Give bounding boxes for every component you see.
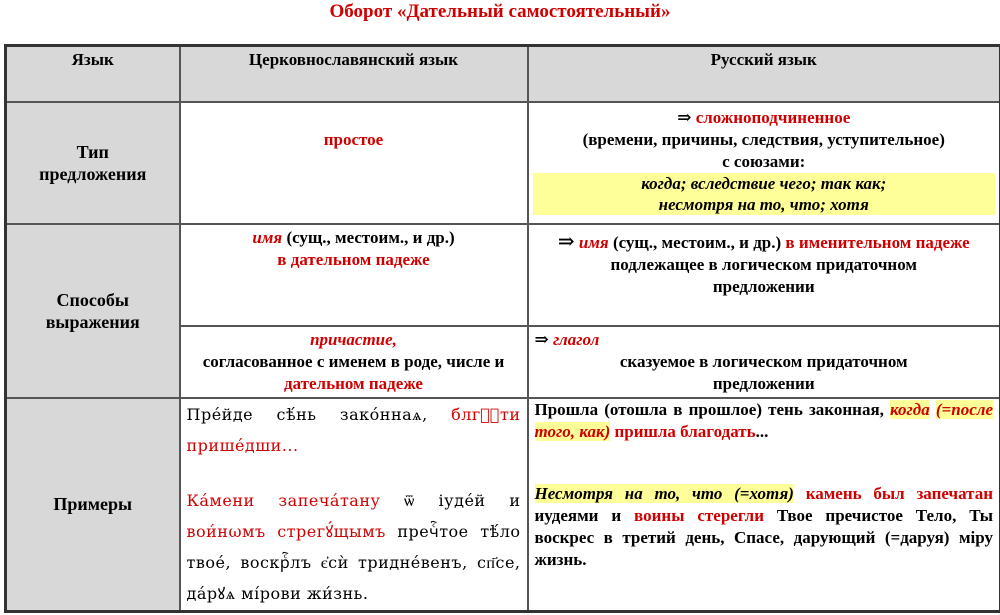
label-examples: Примеры xyxy=(6,398,180,611)
cs-examples xyxy=(180,398,528,611)
ru-sentence-type: ⇒ сложноподчиненное (времени, причины, следствия, уступительное) с союзами: когда; вследствие чего; так как; несмотря на то, что; хотя xyxy=(528,102,1000,224)
arrow-icon: ⇒ xyxy=(534,330,549,349)
cs-sentence-type: простое xyxy=(180,102,528,224)
ru-example-2: Несмотря на то, что (=хотя) камень был запечатан иудеями и воины стерегли Твое пречистое Тело, Ты воскрес в третий день, Спасе, дарующий (=даруя) міру жизнь. xyxy=(534,484,993,569)
comparison-table xyxy=(4,44,1000,613)
cs-means-participle: причастие, согласованное с именем в роде, числе и дательном падеже xyxy=(180,326,528,398)
header-church-slavonic: Церковнославянский язык xyxy=(180,46,528,103)
conjunction-list: когда; вследствие чего; так как; несмотря на то, что; хотя xyxy=(533,173,996,215)
ru-examples xyxy=(528,398,1000,611)
page-title: Оборот «Дательный самостоятельный» xyxy=(329,1,671,22)
cs-example-2: Ка́мени запеча́тану ѿ іуде́й и вои́нωмъ стрегꙋ́щымъ пречⷭ҇тое тѣ́ло твое́, воскрⷭ҇лъ є҆сѝ тридне́венъ, сп҃се, да́рꙋѧ мі́рови жи́знь. xyxy=(186,491,521,603)
ru-means-participle: ⇒ глагол сказуемое в логическом придаточном предложении xyxy=(528,326,1000,398)
header-row xyxy=(6,46,1000,103)
row-means-name xyxy=(6,224,1000,326)
ru-means-name: ⇒ имя (сущ., местоим., и др.) в именительном падеже подлежащее в логическом придаточном предложении xyxy=(528,224,1000,326)
row-sentence-type xyxy=(6,102,1000,224)
arrow-icon: ⇒ xyxy=(557,231,575,253)
row-examples xyxy=(6,398,1000,611)
ru-example-1: Прошла (отошла в прошлое) тень законная, когда (=после того, как) пришла благодать... xyxy=(534,400,994,441)
header-language: Язык xyxy=(6,46,180,103)
header-russian: Русский язык xyxy=(528,46,1000,103)
label-means: Способы выражения xyxy=(6,224,180,398)
cs-example-1: Пре́йде сѣ́нь зако́ннаѧ, блгⷣ҇ти прише́дши... xyxy=(186,405,521,455)
arrow-icon: ⇒ xyxy=(677,108,692,127)
cs-means-name: имя (сущ., местоим., и др.) в дательном падеже xyxy=(180,224,528,326)
label-sentence-type: Тип предложения xyxy=(6,102,180,224)
